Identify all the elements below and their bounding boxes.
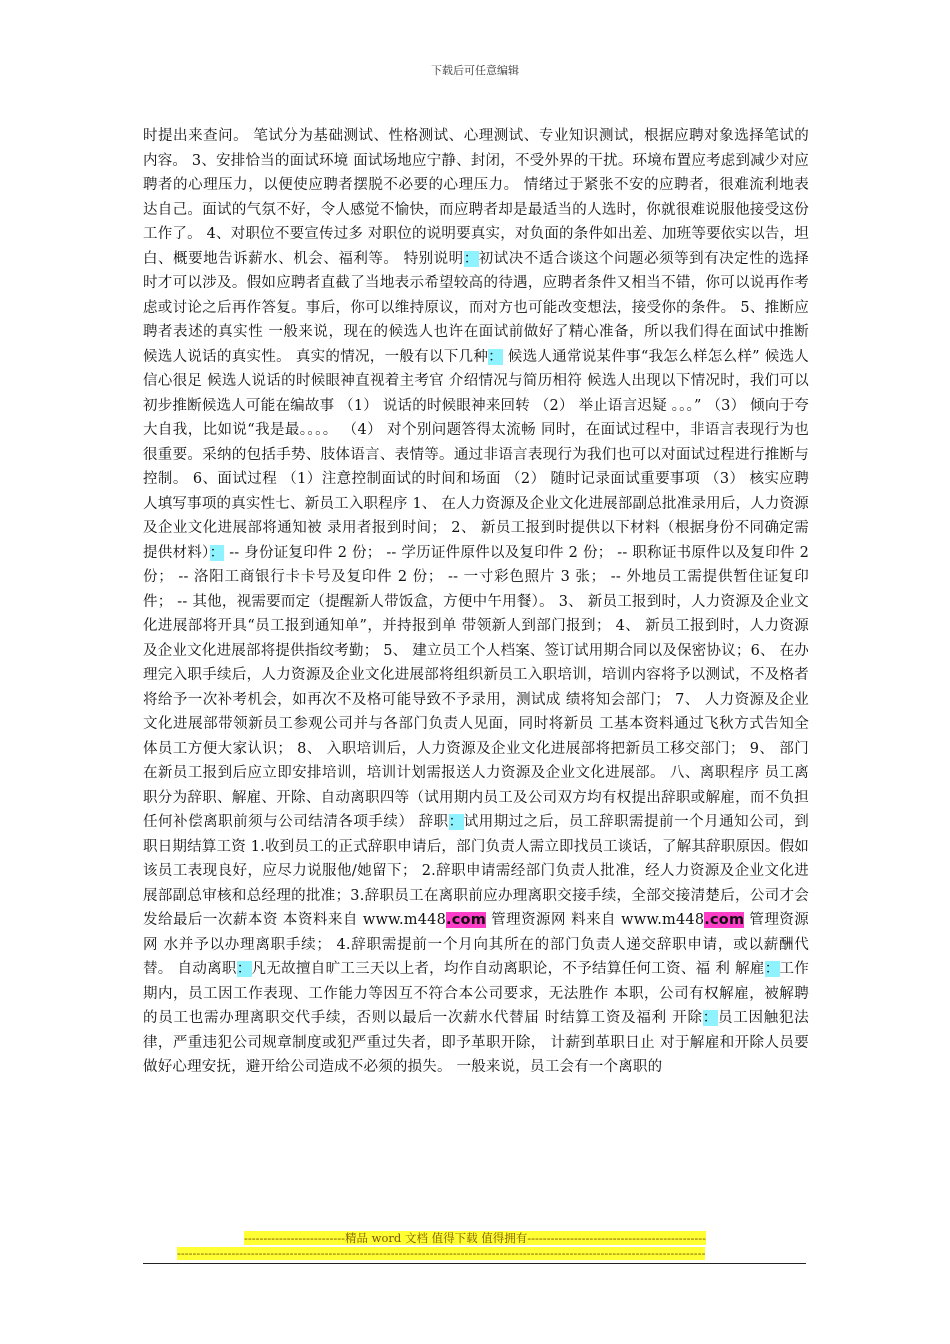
highlighted-colon: ： xyxy=(702,1010,719,1026)
highlighted-colon: ： xyxy=(236,961,252,977)
text-run: 员工因触犯法律，严重违犯公司规章制度或犯严重过失者，即予革职开除， 计薪到革职日止 对于解雇和开除人员要做好心理安抚，避开给公司造成不必须的损失。 一般来说，员工会有一个离职的 xyxy=(143,1010,810,1075)
highlighted-colon: ： xyxy=(463,250,479,267)
footer-dashes-text: ---------------------------------------------------------------------------------------------------------------------------------------- xyxy=(177,1247,706,1260)
text-run: 初试决不适合谈这个问题必须等到有决定性的选择时才可以涉及。假如应聘者直截了当地表示希望较高的待遇，应聘者条件又相当不错，你可以说再作考虑或讨论之后再作答复。事后，你可以维持原议，而对方也可能改变想法，接受你的条件。 5、推断应聘者表述的真实性 一般来说，现在的候选人也许在面试前做好了精心准备，所以我们得在面试中推断候选人说话的真实性。 真实的情况，一般有以下几种 xyxy=(143,250,809,365)
page-header: 下载后可任意编辑 xyxy=(431,64,519,77)
text-run: 工作期内，员工因工作表现、工作能力等因互不符合本公司要求，无法胜作 本职，公司有权解雇，被解聘的员工也需办理离职交代手续，否则以最后一次薪水代替届 时结算工资及福利 开除 xyxy=(143,961,810,1026)
text-run: 时提出来查问。 笔试分为基础测试、性格测试、心理测试、专业知识测试，根据应聘对象选择笔试的内容。 3、安排恰当的面试环境 面试场地应宁静、封闭，不受外界的干扰。环境布置应考虑到减少对应聘者的心理压力，以便使应聘者摆脱不必要的心理压力。 情绪过于紧张不安的应聘者，很难流利地表达自己。面试的气氛不好，令人感觉不愉快，而应聘者却是最适当的人选时，你就很难说服他接受这份工作了。 4、对职位不要宣传过多 对职位的说明要真实，对负面的条件如出差、加班等要依实以告，坦白、概要地告诉薪水、机会、福利等。 特别说明 xyxy=(143,128,809,267)
highlighted-colon: ： xyxy=(488,348,503,365)
text-run: 凡无故擅自旷工三天以上者，均作自动离职论，不予结算任何工资、福 利 解雇 xyxy=(251,961,765,977)
text-run: 试用期过之后，员工辞职需提前一个月通知公司，到职日期结算工资 1.收到员工的正式辞职申请后，部门负责人需立即找员工谈话，了解其辞职原因。假如该员工表现良好，应尽力说服他/她留下； 2.辞职申请需经部门负责人批准，经人力资源及企业文化进展部副总审核和总经理的批准；3.辞职员工在离职前应办理离职交接手续，全部交接清楚后，公司才会发给最后一次薪本资 本资料来自 www.m448 xyxy=(143,814,809,928)
footer-banner xyxy=(0,1230,950,1246)
text-run: -- 身份证复印件 2 份； -- 学历证件原件以及复印件 2 份； -- 职称证书原件以及复印件 2 份； -- 洛阳工商银行卡卡号及复印件 2 份； -- 一寸彩色照片 3 张； -- 外地员工需提供暂住证复印件； -- 其他，视需要而定（提醒新人带饭盒，方便中午用餐）。 3、 新员工报到时，人力资源及企业文化进展部将开具“员工报到通知单”，并持报到单 带领新人到部门报到； 4、 新员工报到时，人力资源及企业文化进展部将提供指纹考勤； 5、 建立员工个人档案、签订试用期合同以及保密协议；6、 在办理完入职手续后，人力资源及企业文化进展部将组织新员工入职培训，培训内容将予以测试，不及格者将给予一次补考机会，如再次不及格可能导致不予录用，测试成 绩将知会部门； 7、 人力资源及企业文化进展部带领新员工参观公司并与各部门负责人见面，同时将新员 工基本资料通过飞秋方式告知全体员工方便大家认识； 8、 入职培训后，人力资源及企业文化进展部将把新员工移交部门； 9、 部门在新员工报到后应立即安排培训，培训计划需报送人力资源及企业文化进展部。 八、离职程序 员工离职分为辞职、解雇、开除、自动离职四等（试用期内员工及公司双方均有权提出辞职或解雇，而不负担任何补偿离职前须与公司结清各项手续） 辞职 xyxy=(143,544,810,830)
body-paragraph xyxy=(143,124,809,1080)
text-run: 候选人通常说某件事“我怎么样怎么样” 候选人信心很足 候选人说话的时候眼神直视着主考官 介绍情况与简历相符 候选人出现以下情况时，我们可以初步推断候选人可能在编故事 （1） 说话的时候眼神来回转 （2） 举止语言迟疑 。。。” （3） 倾向于夸大自我，比如说“我是最。。。。 （4） 对个别问题答得太流畅 同时，在面试过程中，非语言表现行为也很重要。采纳的包括手势、肢体语言、表情等。通过非语言表现行为我们也可以对面试过程进行推断与控制。 6、面试过程 （1）注意控制面试的时间和场面 （2） 随时记录面试重要事项 （3） 核实应聘人填写事项的真实性七、新员工入职程序 1、 在人力资源及企业文化进展部副总批准录用后，人力资源及企业文化进展部将通知被 录用者报到时间； 2、 新员工报到时提供以下材料（根据身份不同确定需提供材料） xyxy=(143,348,809,561)
highlighted-colon: ： xyxy=(764,961,780,977)
footer-dashes xyxy=(177,1247,775,1260)
highlighted-colon: ： xyxy=(448,814,464,830)
text-run: 管理资源网 水并予以办理离职手续； 4.辞职需提前一个月向其所在的部门负责人递交辞职申请，或以薪酬代替。 自动离职 xyxy=(143,912,809,977)
highlighted-domain: .com xyxy=(446,912,487,928)
highlighted-colon: ： xyxy=(209,544,225,561)
footer-rule xyxy=(143,1263,806,1264)
footer-banner-text: --------------------------精品 word 文档 值得下载 值得拥有---------------------------------------------- xyxy=(243,1231,707,1245)
text-run: 管理资源网 料来自 www.m448 xyxy=(486,912,705,928)
highlighted-domain: .com xyxy=(704,912,745,928)
